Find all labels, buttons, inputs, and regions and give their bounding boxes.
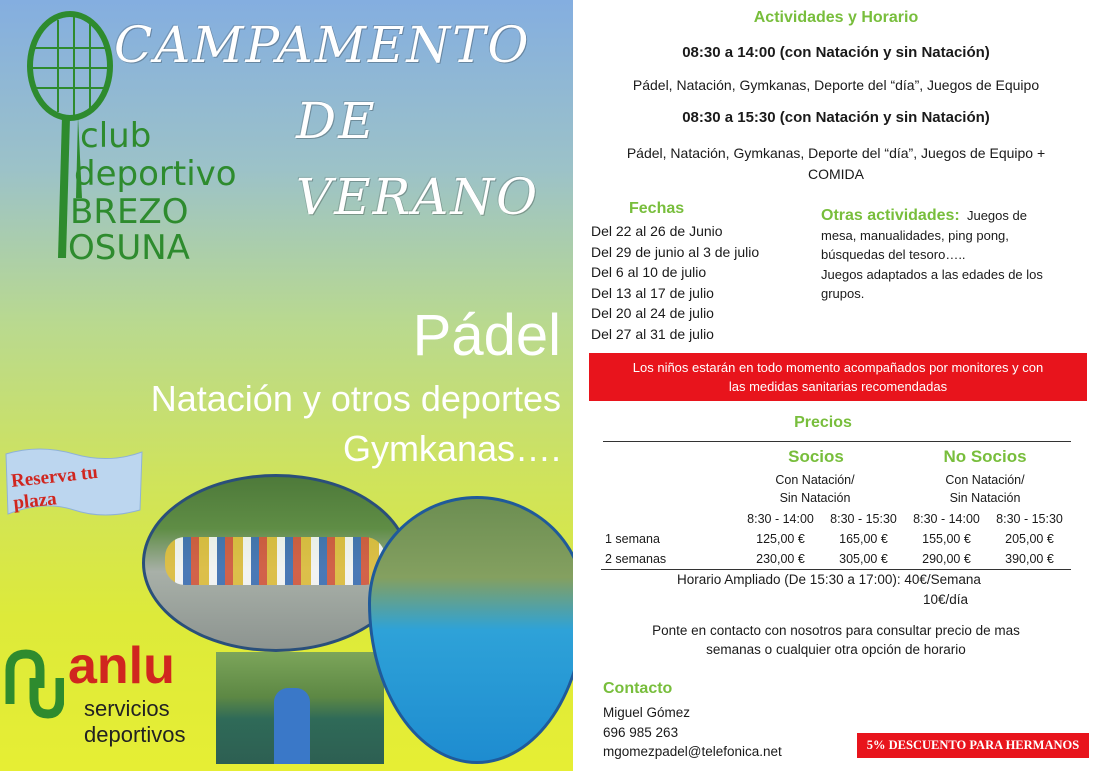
logo-text-brezo: BREZO (70, 192, 189, 232)
col-header: 8:30 - 15:30 (830, 512, 897, 526)
date-item: Del 27 al 31 de julio (591, 325, 714, 342)
photo-kids-playing (216, 652, 384, 764)
row-label: 2 semanas (605, 551, 667, 566)
prices-table (601, 509, 1071, 570)
photo-children-row (165, 537, 385, 585)
date-item: Del 20 al 24 de julio (591, 305, 714, 322)
col-header: 8:30 - 14:00 (913, 512, 980, 526)
nosocios-sub-2: Sin Natación (949, 491, 1021, 505)
sponsor-line1: servicios (84, 696, 170, 721)
logo-text-club: club (80, 116, 152, 156)
contact-name: Miguel Gómez (603, 705, 691, 720)
title-line-campamento: CAMPAMENTO (114, 16, 531, 74)
notice-line-2: las medidas sanitarias recomendadas (728, 379, 948, 394)
table-row (601, 529, 1071, 549)
contact-details (603, 703, 782, 762)
photo-kid (274, 688, 310, 764)
prices-heading: Precios (794, 414, 852, 431)
socios-sub-1: Con Natación/ (775, 473, 855, 487)
col-header: 8:30 - 14:00 (747, 512, 814, 526)
notice-line-1: Los niños estarán en todo momento acompañados por monitores y con (632, 360, 1044, 375)
date-item: Del 29 de junio al 3 de julio (591, 243, 760, 260)
date-item: Del 22 al 26 de Junio (591, 223, 723, 239)
socios-sub-2: Sin Natación (779, 491, 851, 505)
other-text-1: Juegos de (966, 208, 1027, 223)
price-cell: 205,00 € (1005, 532, 1054, 546)
header-empty (601, 509, 739, 529)
schedule2-desc-line1: Pádel, Natación, Gymkanas, Deporte del “día”, Juegos de Equipo + (626, 145, 1046, 161)
row-label: 1 semana (605, 532, 660, 546)
extended-hours-line2: 10€/día (923, 592, 969, 607)
sport-main: Pádel (412, 303, 561, 368)
notice-banner (589, 353, 1087, 401)
nosocios-sub-1: Con Natación/ (945, 473, 1025, 487)
schedule2-title: 08:30 a 15:30 (con Natación y sin Natación) (682, 109, 990, 126)
sponsor-brand: anlu (68, 637, 175, 695)
prices-nosocios-sub (923, 471, 1047, 507)
consult-text (573, 621, 1099, 659)
sponsor-line2: deportivos (84, 722, 186, 747)
price-cell: 305,00 € (839, 551, 888, 566)
schedule1-desc: Pádel, Natación, Gymkanas, Deporte del “día”, Juegos de Equipo (632, 77, 1040, 93)
other-heading: Otras actividades: (821, 207, 960, 224)
prices-header-row (601, 509, 1071, 529)
price-cell: 390,00 € (1005, 551, 1054, 566)
extended-hours-line1: Horario Ampliado (De 15:30 a 17:00): 40€/Semana (677, 572, 981, 587)
sport-line2: Natación y otros deportes (150, 378, 561, 419)
schedule1-title: 08:30 a 14:00 (con Natación y sin Natación) (682, 44, 990, 61)
sponsor-logo (4, 637, 214, 766)
activities-heading: Actividades y Horario (753, 9, 919, 26)
table-row (601, 549, 1071, 569)
prices-socios: Socios (788, 447, 844, 466)
price-cell: 230,00 € (756, 551, 805, 566)
info-right-panel (573, 0, 1099, 771)
reserve-flag-label: Reserva tu plaza (10, 461, 99, 514)
logo-text-deportivo: deportivo (74, 154, 237, 194)
prices-top-rule (603, 441, 1071, 442)
schedule2-desc-line2: COMIDA (808, 166, 864, 182)
title-line-de: DE (296, 92, 377, 150)
price-cell: 155,00 € (922, 532, 971, 546)
prices-socios-sub (753, 471, 877, 507)
contact-email[interactable]: mgomezpadel@telefonica.net (603, 744, 782, 759)
title-line-verano: VERANO (296, 168, 540, 226)
other-line-2: mesa, manualidades, ping pong, (821, 227, 1009, 243)
date-item: Del 13 al 17 de julio (591, 284, 714, 301)
other-line-3: búsquedas del tesoro….. (821, 247, 966, 262)
other-activities (821, 206, 1083, 304)
contact-phone[interactable]: 696 985 263 (603, 724, 679, 740)
sport-line3: Gymkanas…. (342, 428, 561, 469)
contact-heading: Contacto (603, 680, 673, 697)
other-line-1 (821, 206, 1083, 226)
col-header: 8:30 - 15:30 (996, 512, 1063, 526)
dates-heading: Fechas (629, 200, 685, 217)
dates-list (591, 221, 759, 345)
consult-line-2: semanas o cualquier otra opción de horario (706, 642, 966, 657)
anlu-mark-icon (4, 644, 64, 724)
photo-swimming-pool (368, 496, 573, 764)
date-item: Del 6 al 10 de julio (591, 264, 707, 281)
logo-text-osuna: OSUNA (68, 228, 190, 268)
other-line-4: Juegos adaptados a las edades de los (821, 266, 1043, 282)
prices-no-socios: No Socios (943, 447, 1027, 466)
price-cell: 165,00 € (839, 532, 888, 546)
discount-badge: 5% DESCUENTO PARA HERMANOS (857, 733, 1089, 758)
reserve-flag (4, 444, 144, 520)
other-line-5: grupos. (821, 286, 865, 301)
price-cell: 125,00 € (756, 532, 805, 546)
price-cell: 290,00 € (922, 551, 971, 566)
consult-line-1: Ponte en contacto con nosotros para consultar precio de mas (652, 623, 1020, 638)
